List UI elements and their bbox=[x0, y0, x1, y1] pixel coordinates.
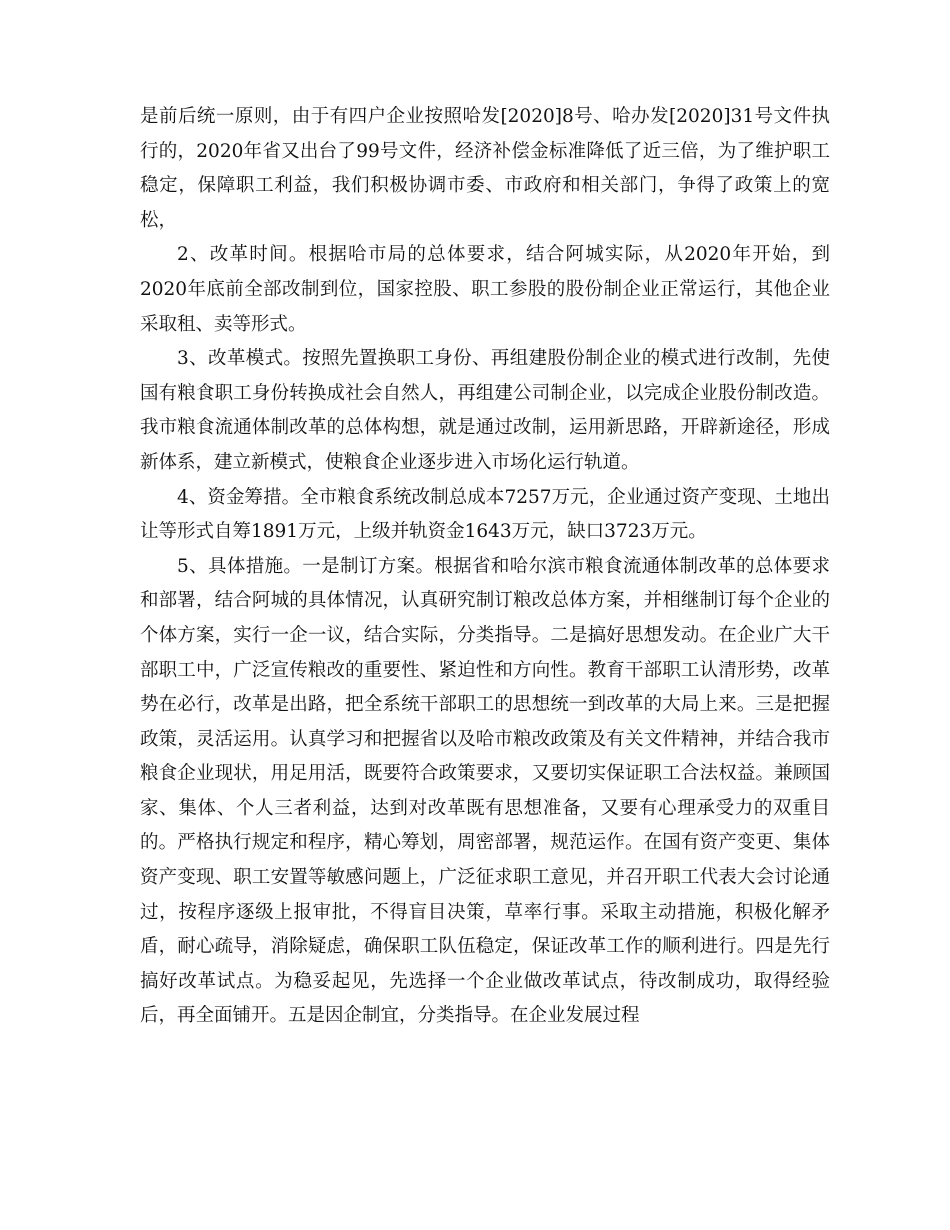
paragraph-funding: 4、资金筹措。全市粮食系统改制总成本7257万元，企业通过资产变现、土地出让等形式自筹1891万元，上级并轨资金1643万元，缺口3723万元。 bbox=[140, 486, 830, 543]
paragraph-continuation: 是前后统一原则，由于有四户企业按照哈发[2020]8号、哈办发[2020]31号文件执行的，2020年省又出台了99号文件，经济补偿金标准降低了近三倍，为了维护职工稳定，保障职工利益，我们积极协调市委、市政府和相关部门，争得了政策上的宽松， bbox=[140, 106, 830, 231]
document-body bbox=[140, 100, 830, 1034]
paragraph-measures: 5、具体措施。一是制订方案。根据省和哈尔滨市粮食流通体制改革的总体要求和部署，结合阿城的具体情况，认真研究制订粮改总体方案，并相继制订每个企业的个体方案，实行一企一议，结合实际，分类指导。二是搞好思想发动。在企业广大干部职工中，广泛宣传粮改的重要性、紧迫性和方向性。教育干部职工认清形势，改革势在必行，改革是出路，把全系统干部职工的思想统一到改革的大局上来。三是把握政策，灵活运用。认真学习和把握省以及哈市粮改政策及有关文件精神，并结合我市粮食企业现状，用足用活，既要符合政策要求，又要切实保证职工合法权益。兼顾国家、集体、个人三者利益，达到对改革既有思想准备，又要有心理承受力的双重目的。严格执行规定和程序，精心筹划，周密部署，规范运作。在国有资产变更、集体资产变现、职工安置等敏感问题上，广泛征求职工意见，并召开职工代表大会讨论通过，按程序逐级上报审批，不得盲目决策，草率行事。采取主动措施，积极化解矛盾，耐心疏导，消除疑虑，确保职工队伍稳定，保证改革工作的顺利进行。四是先行搞好改革试点。为稳妥起见，先选择一个企业做改革试点，待改制成功，取得经验后，再全面铺开。五是因企制宜，分类指导。在企业发展过程 bbox=[140, 555, 830, 1027]
paragraph-reform-time: 2、改革时间。根据哈市局的总体要求，结合阿城实际，从2020年开始，到2020年底前全部改制到位，国家控股、职工参股的股份制企业正常运行，其他企业采取租、卖等形式。 bbox=[140, 244, 830, 335]
paragraph-reform-mode: 3、改革模式。按照先置换职工身份、再组建股份制企业的模式进行改制，先使国有粮食职工身份转换成社会自然人，再组建公司制企业，以完成企业股份制改造。我市粮食流通体制改革的总体构想，就是通过改制，运用新思路，开辟新途径，形成新体系，建立新模式，使粮食企业逐步进入市场化运行轨道。 bbox=[140, 348, 830, 473]
